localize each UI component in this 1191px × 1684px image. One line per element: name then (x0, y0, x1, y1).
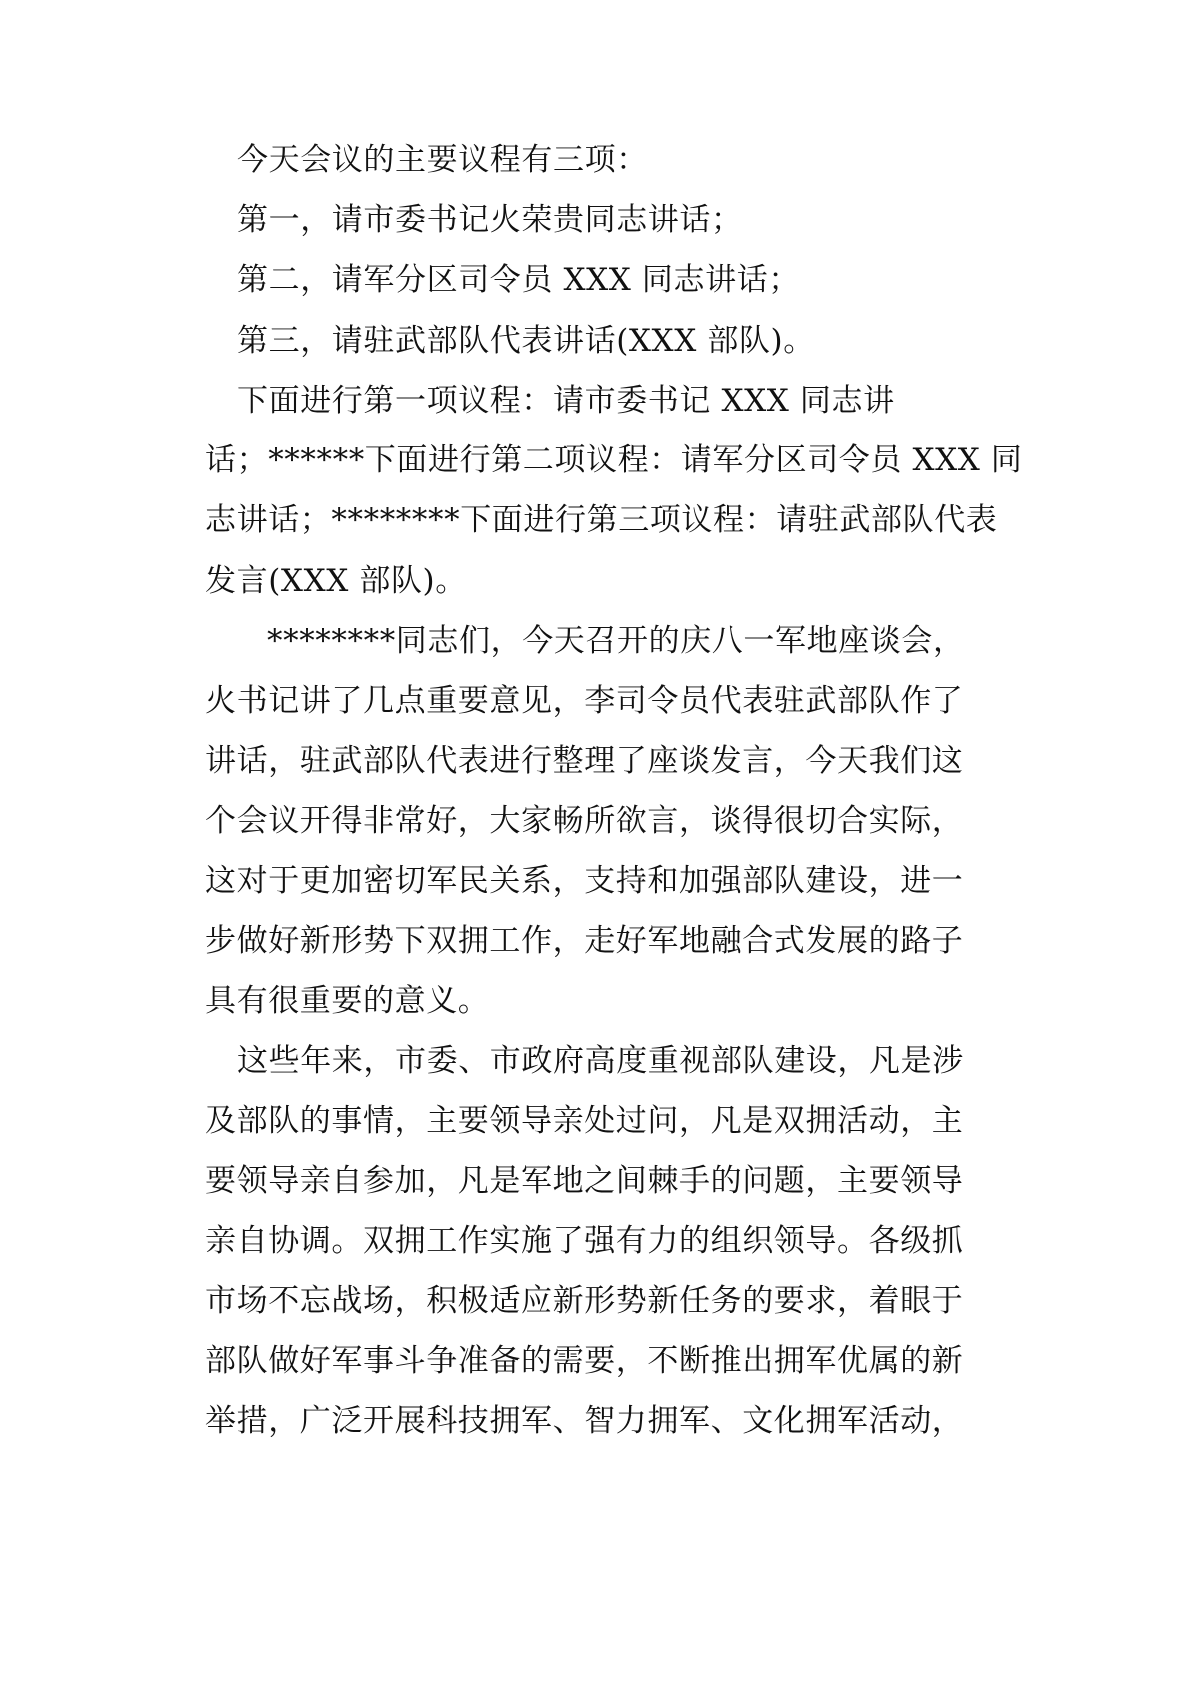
paragraph-line: 亲自协调。双拥工作实施了强有力的组织领导。各级抓 (205, 1223, 964, 1259)
paragraph-line: 要领导亲自参加，凡是军地之间棘手的问题，主要领导 (205, 1163, 964, 1199)
paragraph-line: ********同志们，今天召开的庆八一军地座谈会， (267, 623, 965, 659)
paragraph-line: 发言(XXX 部队)。 (205, 563, 467, 599)
paragraph-line: 话；******下面进行第二项议程：请军分区司令员 XXX 同 (205, 442, 1023, 478)
paragraph-line: 这些年来，市委、市政府高度重视部队建设，凡是涉 (237, 1043, 964, 1079)
paragraph-line: 这对于更加密切军民关系，支持和加强部队建设，进一 (205, 863, 964, 899)
paragraph-line: 志讲话；********下面进行第三项议程：请驻武部队代表 (205, 502, 998, 538)
paragraph-line: 及部队的事情，主要领导亲处过问，凡是双拥活动，主 (205, 1103, 964, 1139)
paragraph-line: 具有很重要的意义。 (205, 983, 490, 1019)
paragraph-line: 部队做好军事斗争准备的需要，不断推出拥军优属的新 (205, 1343, 964, 1379)
paragraph-line: 市场不忘战场，积极适应新形势新任务的要求，着眼于 (205, 1283, 964, 1319)
agenda-item-3: 第三，请驻武部队代表讲话(XXX 部队)。 (237, 323, 815, 359)
paragraph-line: 步做好新形势下双拥工作，走好军地融合式发展的路子 (205, 923, 964, 959)
agenda-intro: 今天会议的主要议程有三项： (237, 142, 648, 178)
paragraph-line: 讲话，驻武部队代表进行整理了座谈发言，今天我们这 (205, 743, 964, 779)
paragraph-line: 个会议开得非常好，大家畅所欲言，谈得很切合实际， (205, 803, 964, 839)
agenda-item-1: 第一，请市委书记火荣贵同志讲话； (237, 202, 743, 238)
agenda-item-2: 第二，请军分区司令员 XXX 同志讲话； (237, 262, 800, 298)
paragraph-line: 下面进行第一项议程：请市委书记 XXX 同志讲 (237, 383, 895, 419)
paragraph-line: 火书记讲了几点重要意见，李司令员代表驻武部队作了 (205, 683, 964, 719)
paragraph-line: 举措，广泛开展科技拥军、智力拥军、文化拥军活动， (205, 1403, 964, 1439)
